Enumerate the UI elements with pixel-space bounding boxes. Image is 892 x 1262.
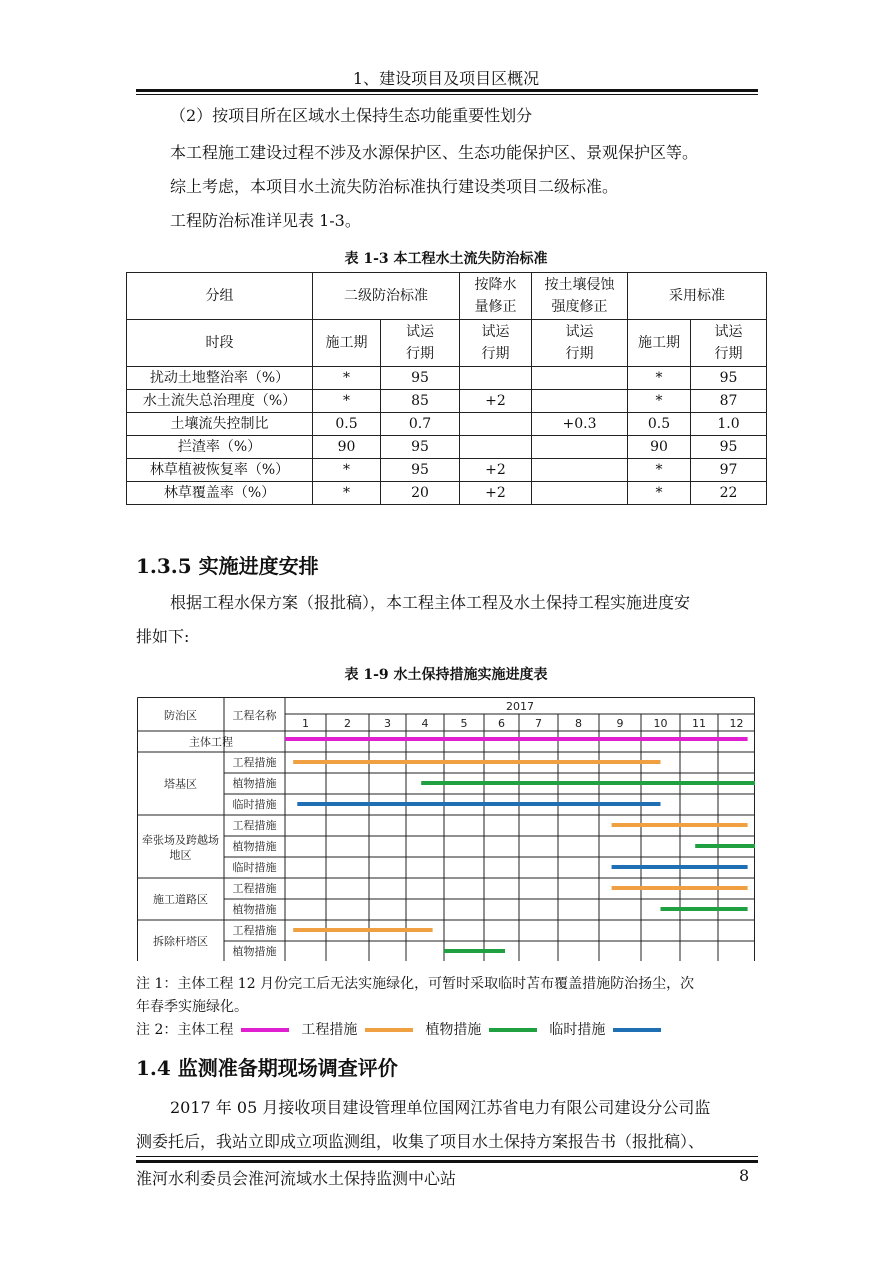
gantt-item-label: 工程措施 — [232, 882, 277, 895]
gantt-area-label: 施工道路区 — [153, 893, 208, 906]
gantt-item-label: 植物措施 — [232, 840, 277, 853]
gantt-item-label: 植物措施 — [232, 777, 277, 790]
table-1-3 — [126, 272, 767, 505]
th-trial-rain: 试运 行期 — [460, 320, 532, 367]
gantt-area-label: 牵张场及跨越场 — [142, 833, 219, 847]
gantt-bar-eng — [293, 760, 660, 764]
gantt-bar-veg — [421, 781, 755, 785]
table-row: 土壤流失控制比 0.5 0.7 +0.3 0.5 1.0 — [127, 413, 767, 436]
gantt-caption: 表 1-9 水土保持措施实施进度表 — [344, 667, 548, 683]
th-trial-soil: 试运 行期 — [532, 320, 628, 367]
gantt-area-main: 主体工程 — [189, 735, 233, 749]
th-rain: 按降水 量修正 — [460, 273, 532, 320]
gantt-month-label: 8 — [575, 717, 582, 730]
gantt-item-label: 工程措施 — [232, 756, 277, 769]
legend-eng-line — [365, 1028, 413, 1032]
gantt-header-area: 防治区 — [164, 709, 197, 722]
legend-veg-label: 植物措施 — [425, 1022, 482, 1038]
legend-main-label: 注 2：主体工程 — [136, 1022, 234, 1038]
table-1-3-caption: 表 1-3 本工程水土流失防治标准 — [344, 251, 548, 267]
page-header-title: 1、建设项目及项目区概况 — [352, 69, 540, 88]
gantt-chart — [137, 697, 755, 961]
section-1-4-heading: 1.4 监测准备期现场调查评价 — [136, 1056, 398, 1080]
footer-organization: 淮河水利委员会淮河流域水土保持监测中心站 — [136, 1169, 457, 1188]
paragraph-2: 本工程施工建设过程不涉及水源保护区、生态功能保护区、景观保护区等。 — [170, 143, 699, 162]
gantt-bar-temp — [612, 865, 748, 869]
table-row: 水土流失总治理度（%） * 85 +2 * 87 — [127, 390, 767, 413]
page-number: 8 — [739, 1166, 750, 1185]
paragraph-1: （2）按项目所在区域水土保持生态功能重要性划分 — [170, 106, 533, 125]
note-2-legend — [136, 1019, 673, 1039]
th-soil: 按土壤侵蚀 强度修正 — [532, 273, 628, 320]
gantt-month-label: 4 — [421, 717, 429, 730]
note-1-line-1: 注 1：主体工程 12 月份完工后无法实施绿化，可暂时采取临时苫布覆盖措施防治扬尘，次 — [136, 976, 695, 992]
th-construct-adopted: 施工期 — [628, 320, 691, 367]
section-1-4-para-2: 测委托后，我站立即成立项监测组，收集了项目水土保持方案报告书（报批稿）、 — [136, 1132, 705, 1151]
th-group: 分组 — [127, 273, 313, 320]
header-rule-thick — [136, 89, 758, 92]
section-1-3-5-para-2: 排如下: — [136, 627, 190, 646]
gantt-month-label: 2 — [344, 717, 351, 730]
gantt-item-label: 工程措施 — [232, 819, 277, 832]
paragraph-3: 综上考虑，本项目水土流失防治标准执行建设类项目二级标准。 — [170, 177, 619, 196]
table-row: 林草植被恢复率（%） * 95 +2 * 97 — [127, 459, 767, 482]
th-construct: 施工期 — [313, 320, 381, 367]
table-row: 扰动土地整治率（%） * 95 * 95 — [127, 367, 767, 390]
gantt-bar-eng — [293, 928, 432, 932]
gantt-bars — [285, 737, 755, 953]
th-level2: 二级防治标准 — [313, 273, 460, 320]
gantt-bar-eng — [612, 886, 748, 890]
gantt-item-label: 植物措施 — [232, 903, 277, 916]
gantt-month-label: 3 — [384, 717, 391, 730]
legend-temp-label: 临时措施 — [549, 1022, 606, 1038]
gantt-item-label: 工程措施 — [232, 924, 277, 937]
gantt-bar-veg — [444, 949, 505, 953]
gantt-year-label: 2017 — [506, 700, 534, 713]
gantt-header-name: 工程名称 — [232, 709, 277, 722]
gantt-area-label: 塔基区 — [164, 777, 197, 791]
gantt-month-label: 12 — [729, 717, 744, 730]
paragraph-4: 工程防治标准详见表 1-3。 — [170, 211, 361, 230]
legend-temp-line — [613, 1028, 661, 1032]
gantt-month-label: 9 — [616, 717, 624, 730]
section-1-3-5-heading: 1.3.5 实施进度安排 — [136, 554, 319, 578]
header-rule-thin — [136, 94, 758, 95]
section-1-4-para-1: 2017 年 05 月接收项目建设管理单位国网江苏省电力有限公司建设分公司监 — [170, 1098, 711, 1117]
th-trial-adopted: 试运 行期 — [691, 320, 767, 367]
gantt-month-label: 10 — [653, 717, 668, 730]
gantt-item-label: 临时措施 — [232, 861, 277, 874]
th-trial: 试运 行期 — [381, 320, 460, 367]
footer-rule-thin — [136, 1156, 758, 1157]
legend-eng-label: 工程措施 — [301, 1022, 358, 1038]
gantt-bar-veg — [695, 844, 755, 848]
gantt-bar-veg — [661, 907, 748, 911]
footer-rule-thick — [136, 1160, 758, 1163]
gantt-bar-temp — [297, 802, 660, 806]
gantt-month-label: 11 — [692, 717, 706, 730]
gantt-month-label: 6 — [498, 717, 505, 730]
gantt-bar-main — [285, 737, 748, 741]
note-1-line-2: 年春季实施绿化。 — [136, 999, 248, 1015]
gantt-month-label: 7 — [535, 717, 542, 730]
th-adopted: 采用标准 — [628, 273, 767, 320]
legend-main-line — [241, 1028, 289, 1032]
gantt-month-label: 5 — [460, 717, 468, 730]
th-period: 时段 — [127, 320, 313, 367]
table-row: 拦渣率（%） 90 95 90 95 — [127, 436, 767, 459]
gantt-area-label: 拆除杆塔区 — [153, 935, 208, 948]
gantt-item-label: 临时措施 — [232, 798, 277, 811]
gantt-bar-eng — [612, 823, 748, 827]
gantt-item-label: 植物措施 — [232, 945, 277, 958]
gantt-area-label: 地区 — [169, 848, 192, 862]
table-row: 林草覆盖率（%） * 20 +2 * 22 — [127, 482, 767, 505]
section-1-3-5-para-1: 根据工程水保方案（报批稿），本工程主体工程及水土保持工程实施进度安 — [170, 593, 691, 612]
gantt-month-label: 1 — [302, 717, 309, 730]
legend-veg-line — [489, 1028, 537, 1032]
